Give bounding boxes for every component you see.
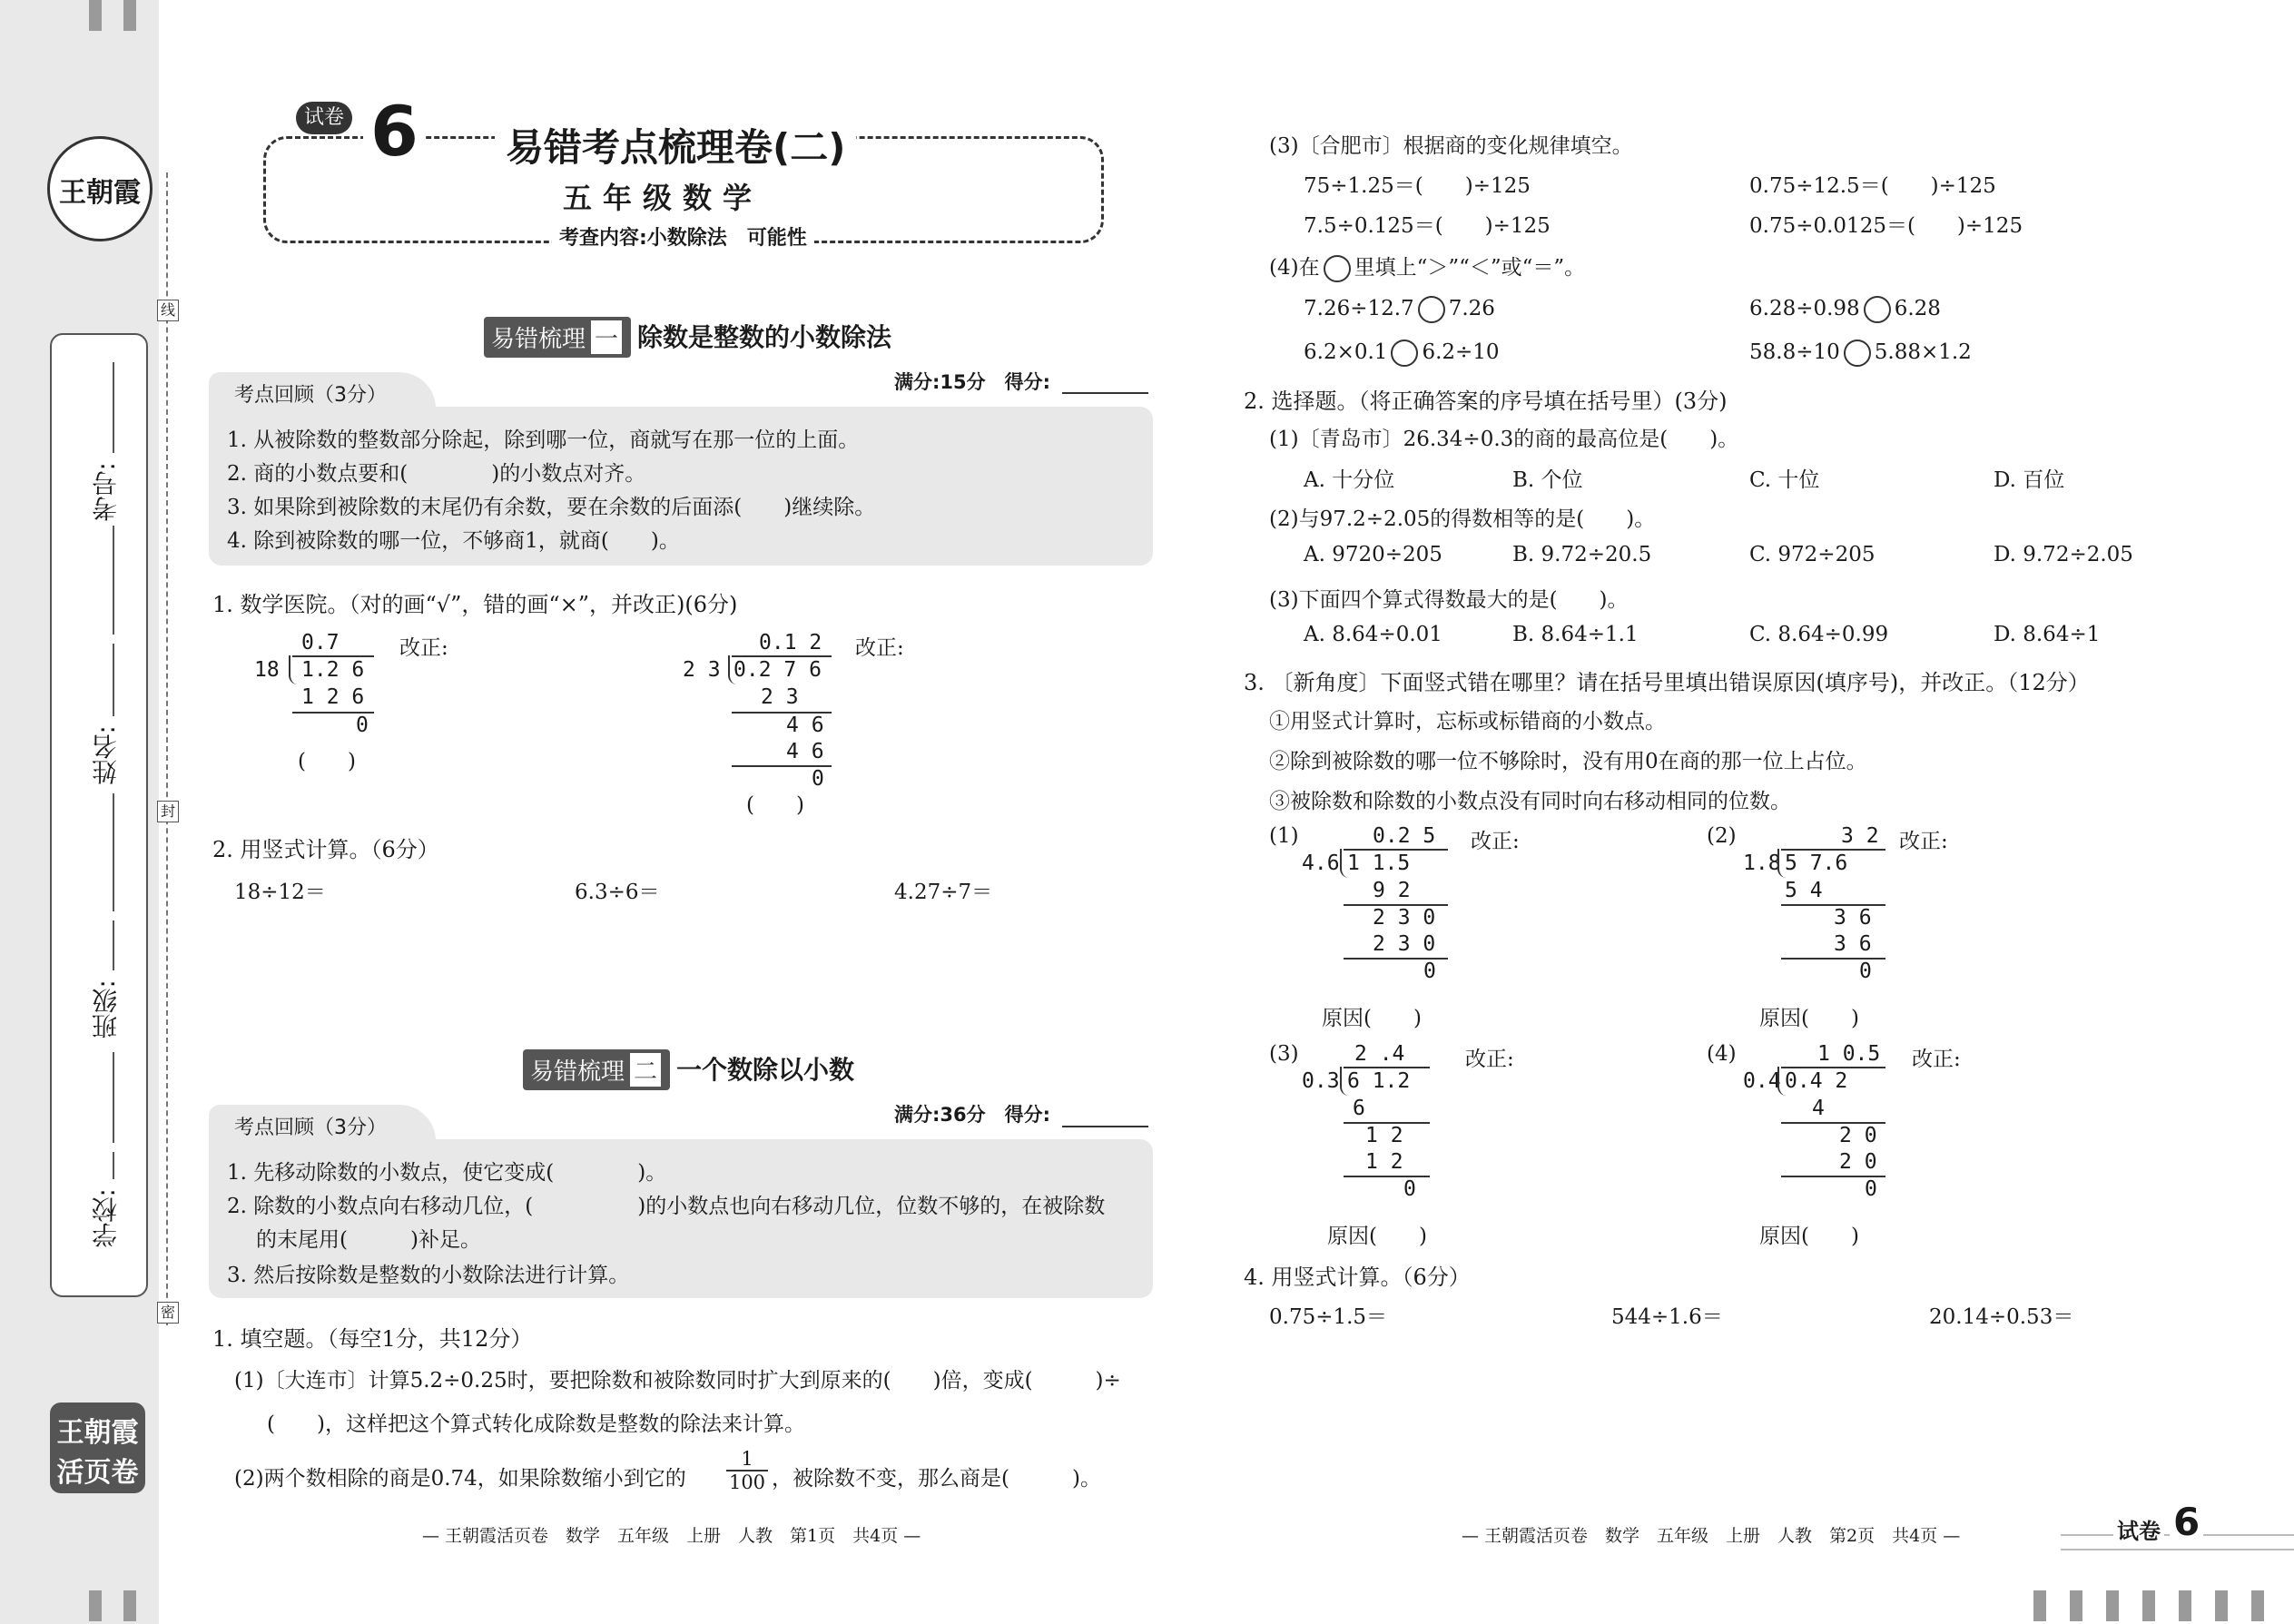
ld-quotient: 3 2 [1841,824,1879,848]
section2-badge [523,1049,670,1090]
ld-line [1344,1176,1430,1177]
ld-divisor: 4.6 [1302,851,1340,875]
calc-item: 4.27÷7＝ [894,881,993,904]
binding-tick [2251,1590,2264,1621]
ld-row: 1 2 [1365,1124,1403,1147]
cut-mark: 密 [157,1302,179,1324]
choice-question: (2)与97.2÷2.05的得数相等的是( )。 [1269,507,1656,531]
ld-quotient: 2 .4 [1354,1042,1405,1066]
compare-circle[interactable] [1418,296,1445,323]
compare-right: 7.26 [1448,297,1495,320]
r-q3-item: 7.5÷0.125＝( )÷125 [1304,214,1551,238]
school-label: 学校: [91,1188,121,1248]
section2-title: 一个数除以小数 [676,1055,855,1085]
cut-mark: 封 [157,801,179,822]
section2-review-title: 考点回顾（3分） [234,1117,387,1139]
ld-row: 2 0 [1839,1124,1877,1147]
section2-badge-label: 易错梳理 [530,1058,625,1086]
calc-item: 18÷12＝ [234,881,326,904]
s2-q1-part2-cont: ，被除数不变，那么商是( )。 [772,1467,1101,1491]
s2-q1-part2: (2)两个数相除的商是0.74，如果除数缩小到它的 [234,1467,686,1491]
binding-tick [2179,1590,2191,1621]
ld-row: 9 2 [1373,879,1411,902]
fraction [726,1448,768,1493]
ld2-row: 0 [812,767,824,791]
section1-score-blank[interactable] [1062,392,1148,394]
section1-review-title: 考点回顾（3分） [234,384,387,407]
r-q3-item: 0.75÷0.0125＝( )÷125 [1749,214,2023,238]
compare-right: 6.2÷10 [1422,340,1500,364]
compare-item [1304,296,1495,323]
review-item: 3. 然后按除数是整数的小数除法进行计算。 [227,1264,630,1287]
brand-name: 王朝霞 [59,177,141,209]
compare-right: 6.28 [1894,297,1941,320]
compare-left: 6.28÷0.98 [1749,297,1860,320]
r-q3-title: 3. 〔新角度〕下面竖式错在哪里？请在括号里填出错误原因(填序号)，并改正。（12分） [1244,670,2090,695]
ld2-row: 4 6 [786,714,824,737]
ld-label: (1) [1269,824,1299,848]
r-q4-title: 4. 用竖式计算。（6分） [1244,1265,1471,1290]
reason-item: ①用竖式计算时，忘标或标错商的小数点。 [1269,710,1666,733]
cut-mark: 线 [157,300,179,321]
choice-option[interactable]: D. 9.72÷2.05 [1994,543,2133,566]
ld2-quotient: 0.1 2 [759,631,822,655]
ld-row: 0 [1865,1177,1877,1201]
paper-title: 易错考点梳理卷(二) [495,118,856,172]
section1-badge [484,317,631,358]
calc-item: 544÷1.6＝ [1611,1305,1723,1329]
r-q4-intro-b: 里填上“＞”“＜”或“＝”。 [1354,256,1586,280]
choice-option[interactable]: A. 8.64÷0.01 [1304,623,1442,646]
ld-bar [1344,1067,1430,1068]
section2-score: 满分:36分 得分: [894,1104,1051,1126]
compare-circle-icon [1324,255,1351,282]
ld-row: 0 [1859,960,1872,983]
choice-question: (1)〔青岛市〕26.34÷0.3的商的最高位是( )。 [1269,428,1739,451]
compare-left: 7.26÷12.7 [1304,297,1414,320]
review-item: 4. 除到被除数的哪一位，不够商1，就商( )。 [227,529,680,553]
r-choice-title: 2. 选择题。（将正确答案的序号填在括号里）(3分) [1244,389,1728,414]
s2-q1-part1: (1)〔大连市〕计算5.2÷0.25时，要把除数和被除数同时扩大到原来的( )倍，变成( )÷ [234,1369,1121,1393]
ld-bar [1781,849,1885,851]
compare-circle[interactable] [1391,340,1418,367]
ld-bar [1344,849,1448,851]
paper-badge: 试卷 [296,102,352,134]
ld-dividend: 0.4 2 [1785,1069,1848,1093]
choice-option[interactable]: C. 972÷205 [1749,543,1876,566]
s2-q1-part1-cont: ( )，这样把这个算式转化成除数是整数的除法来计算。 [267,1412,805,1436]
fraction-denominator: 100 [726,1470,768,1493]
ld-row: 2 3 0 [1373,932,1436,956]
exam-number-label: 考号: [91,462,121,522]
ld1-dividend: 1.2 6 [301,658,365,682]
ld2-row: 4 6 [786,740,824,763]
ld-row: 3 6 [1834,906,1872,930]
logo-line2: 活页卷 [56,1457,139,1489]
cut-line [166,172,168,1325]
class-label: 班级: [91,979,121,1039]
ld-dividend: 1 1.5 [1347,851,1411,875]
exam-number-line[interactable] [113,362,114,453]
ld-divisor: 0.3 [1302,1069,1340,1093]
ld2-verdict[interactable]: ( ) [746,793,804,817]
binding-tick [123,1590,136,1621]
ld2-divisor: 2 3 [683,658,721,682]
r-q4-intro-a: (4)在 [1269,256,1320,280]
choice-question: (3)下面四个算式得数最大的是( )。 [1269,588,1629,612]
ld-label: (2) [1707,824,1737,848]
ld-row: 1 2 [1365,1150,1403,1174]
binding-tick [2070,1590,2082,1621]
ld1-row: 0 [356,714,369,737]
ld1-verdict[interactable]: ( ) [298,750,356,773]
s1-question2: 2. 用竖式计算。（6分） [212,837,439,862]
ld-row: 2 0 [1839,1150,1877,1174]
binding-tick [123,0,136,31]
compare-item [1304,340,1500,367]
corner-label: 试卷 [2113,1513,2164,1545]
ld2-row: 2 3 [761,685,799,709]
ld-quotient: 1 0.5 [1817,1042,1881,1066]
ld-row: 3 6 [1834,932,1872,956]
school-line[interactable] [113,1152,114,1179]
page1-footer: — 王朝霞活页卷 数学 五年级 上册 人教 第1页 共4页 — [422,1526,921,1546]
ld-reason[interactable]: 原因( ) [1327,1225,1427,1248]
ld1-fix-label: 改正: [399,636,448,660]
ld-quotient: 0.2 5 [1373,824,1436,848]
ld-dividend: 6 1.2 [1347,1069,1411,1093]
reason-item: ②除到被除数的哪一位不够除时，没有用0在商的那一位上占位。 [1269,750,1867,773]
section2-number: 二 [628,1051,663,1088]
review-item: 1. 先移动除数的小数点，使它变成( )。 [227,1161,667,1185]
choice-option[interactable]: A. 9720÷205 [1304,543,1442,566]
paper-number: 6 [363,91,426,172]
student-info-box [50,333,148,1297]
ld2-dividend: 0.2 7 6 [733,658,822,682]
s1-question1: 1. 数学医院。（对的画“√”，错的画“×”，并改正)(6分) [212,592,738,617]
binding-tick [2106,1590,2119,1621]
ld1-quotient: 0.7 [301,631,340,655]
exam-scope: 考查内容:小数除法 可能性 [552,222,814,251]
calc-item: 6.3÷6＝ [575,881,660,904]
ld1-divisor: 18 [254,658,280,682]
review-item: 2. 除数的小数点向右移动几位，( )的小数点也向右移动几位，位数不够的，在被除数 [227,1195,1106,1218]
choice-option[interactable]: C. 十位 [1749,468,1820,492]
section2-score-blank[interactable] [1062,1126,1148,1127]
name-label: 姓名: [91,725,121,785]
binding-tick [2215,1590,2228,1621]
ld-bar [1781,1067,1885,1068]
compare-item [1749,296,1941,323]
ld2-bar [732,655,832,657]
choice-option[interactable]: B. 9.72÷20.5 [1512,543,1652,566]
review-item: 2. 商的小数点要和( )的小数点对齐。 [227,462,646,486]
compare-left: 6.2×0.1 [1304,340,1388,364]
ld-row: 6 [1353,1097,1365,1120]
choice-option[interactable]: D. 8.64÷1 [1994,623,2101,646]
ld-fix-label: 改正: [1899,830,1948,853]
class-line[interactable] [113,1052,114,1143]
compare-left: 58.8÷10 [1749,340,1840,364]
ld2-fix-label: 改正: [855,636,904,660]
name-line[interactable] [113,644,114,716]
compare-item [1749,340,1972,367]
section1-score: 满分:15分 得分: [894,371,1051,393]
ld1-bar [292,655,374,657]
section1-number: 一 [589,319,624,356]
ld-row: 5 4 [1785,879,1823,902]
choice-option[interactable]: B. 8.64÷1.1 [1512,623,1639,646]
brand-seal [47,136,153,241]
fraction-numerator: 1 [741,1448,753,1470]
choice-option[interactable]: B. 个位 [1512,468,1583,492]
r-q4-intro [1269,251,1585,282]
class-line[interactable] [113,920,114,970]
ld-dividend: 5 7.6 [1785,851,1848,875]
compare-right: 5.88×1.2 [1874,340,1972,364]
review-item: 3. 如果除到被除数的末尾仍有余数，要在余数的后面添( )继续除。 [227,496,876,519]
ld1-row: 1 2 6 [301,685,365,709]
name-line[interactable] [113,793,114,911]
subject-title: 五年级数学 [563,181,763,215]
exam-number-line[interactable] [113,526,114,635]
binding-tick [89,1590,102,1621]
binding-tick [2142,1590,2155,1621]
ld-row: 2 3 0 [1373,906,1436,930]
ld-reason[interactable]: 原因( ) [1759,1007,1859,1030]
calc-item: 0.75÷1.5＝ [1269,1305,1388,1329]
calc-item: 20.14÷0.53＝ [1929,1305,2074,1329]
ld-divisor: 0.4 [1743,1069,1781,1093]
ld-label: (4) [1707,1042,1737,1066]
compare-circle[interactable] [1844,340,1871,367]
r-q3-intro: (3)〔合肥市〕根据商的变化规律填空。 [1269,134,1633,158]
ld-reason[interactable]: 原因( ) [1322,1007,1422,1030]
section1-badge-label: 易错梳理 [491,326,586,353]
ld-divisor: 1.8 [1743,851,1781,875]
ld-label: (3) [1269,1042,1299,1066]
ld1-bracket [289,655,298,684]
reason-item: ③被除数和除数的小数点没有同时向右移动相同的位数。 [1269,790,1791,813]
ld-fix-label: 改正: [1465,1048,1514,1071]
compare-circle[interactable] [1864,296,1891,323]
ld-fix-label: 改正: [1912,1048,1961,1071]
review-item: 1. 从被除数的整数部分除起，除到哪一位，商就写在那一位的上面。 [227,428,860,452]
ld-reason[interactable]: 原因( ) [1759,1225,1859,1248]
binding-tick [89,0,102,31]
r-q3-item: 75÷1.25＝( )÷125 [1304,174,1531,198]
ld-fix-label: 改正: [1471,830,1520,853]
page2-footer: — 王朝霞活页卷 数学 五年级 上册 人教 第2页 共4页 — [1462,1526,1961,1546]
choice-option[interactable]: D. 百位 [1994,468,2065,492]
logo-line1: 王朝霞 [56,1417,139,1449]
brand-logo [50,1403,145,1493]
ld-row: 4 [1812,1097,1825,1120]
corner-number: 6 [2170,1500,2203,1544]
choice-option[interactable]: C. 8.64÷0.99 [1749,623,1889,646]
ld-row: 0 [1423,960,1436,983]
ld-row: 0 [1403,1177,1416,1201]
section1-title: 除数是整数的小数除法 [637,322,892,352]
choice-option[interactable]: A. 十分位 [1304,468,1395,492]
r-q3-item: 0.75÷12.5＝( )÷125 [1749,174,1996,198]
binding-tick [2033,1590,2046,1621]
s2-question1: 1. 填空题。（每空1分，共12分） [212,1326,533,1352]
review-item: 的末尾用( )补足。 [256,1228,481,1252]
